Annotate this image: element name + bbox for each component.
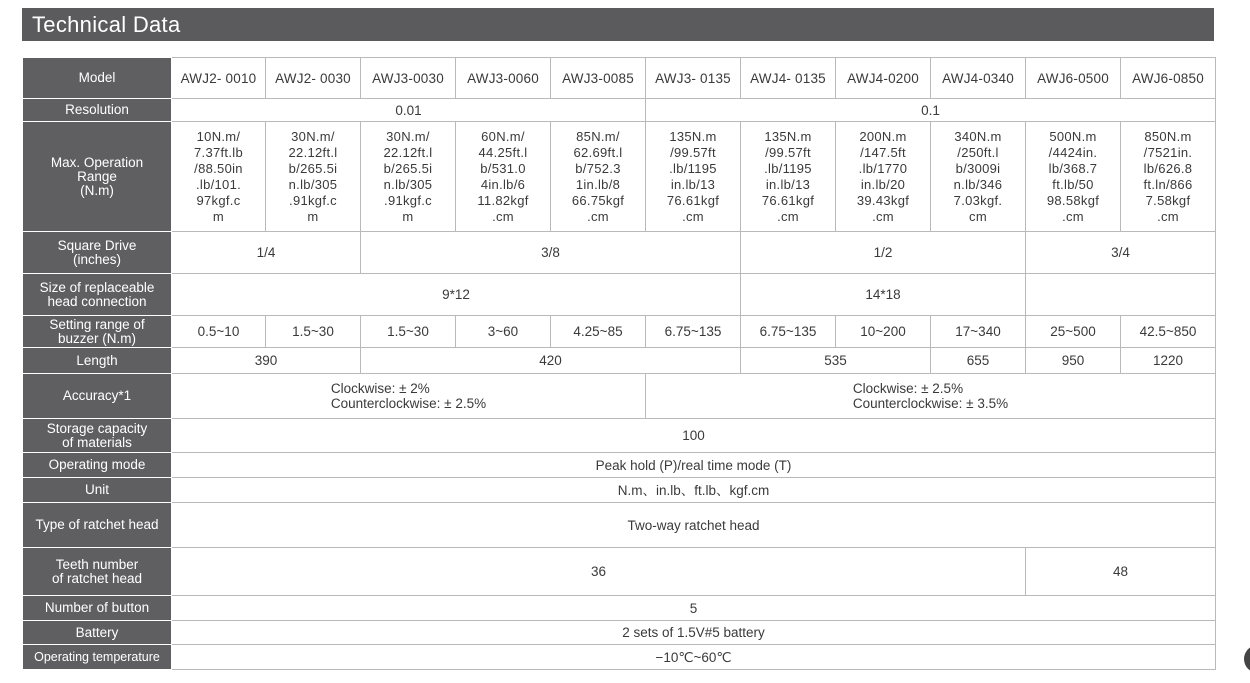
row-header-storage: Storage capacity of materials — [23, 419, 172, 453]
page-title: Technical Data — [22, 8, 1214, 41]
resolution-cell: 0.1 — [646, 99, 1216, 122]
row-header-mode: Operating mode — [23, 453, 172, 478]
storage-cell: 100 — [172, 419, 1216, 453]
accuracy-cell — [646, 374, 1216, 419]
row-storage — [23, 419, 1216, 453]
square-drive-cell: 3/4 — [1026, 232, 1216, 274]
row-header-temperature: Operating temperature — [23, 645, 172, 670]
technical-data-table — [22, 57, 1216, 670]
max-range-cell: 85N.m/ 62.69ft.l b/752.3 1in.lb/8 66.75kgf .cm — [551, 122, 646, 232]
row-header-buttons: Number of button — [23, 596, 172, 621]
model-cell: AWJ4-0340 — [931, 58, 1026, 99]
buzzer-cell: 42.5~850 — [1121, 316, 1216, 348]
row-battery — [23, 621, 1216, 645]
row-header-model: Model — [23, 58, 172, 99]
accuracy-text: Clockwise: ± 2% Counterclockwise: ± 2.5% — [330, 381, 487, 411]
length-cell: 1220 — [1121, 348, 1216, 374]
row-header-accuracy: Accuracy*1 — [23, 374, 172, 419]
buzzer-cell: 1.5~30 — [266, 316, 361, 348]
row-temperature — [23, 645, 1216, 670]
model-cell: AWJ6-0850 — [1121, 58, 1216, 99]
buzzer-cell: 6.75~135 — [646, 316, 741, 348]
max-range-cell: 340N.m /250ft.l b/3009i n.lb/346 7.03kgf. cm — [931, 122, 1026, 232]
head-size-cell: 14*18 — [741, 274, 1026, 316]
scroll-handle-icon[interactable] — [1244, 645, 1250, 673]
buzzer-cell: 0.5~10 — [172, 316, 266, 348]
row-head-size — [23, 274, 1216, 316]
unit-cell: N.m、in.lb、ft.lb、kgf.cm — [172, 478, 1216, 503]
square-drive-cell: 3/8 — [361, 232, 741, 274]
square-drive-cell: 1/2 — [741, 232, 1026, 274]
head-size-cell — [1026, 274, 1216, 316]
accuracy-cell — [172, 374, 646, 419]
buzzer-cell: 10~200 — [836, 316, 931, 348]
row-length — [23, 348, 1216, 374]
buzzer-cell: 4.25~85 — [551, 316, 646, 348]
model-cell: AWJ2- 0030 — [266, 58, 361, 99]
length-cell: 535 — [741, 348, 931, 374]
row-ratchet-type — [23, 503, 1216, 548]
model-cell: AWJ3-0030 — [361, 58, 456, 99]
max-range-cell: 30N.m/ 22.12ft.l b/265.5i n.lb/305 .91kgf.c m — [361, 122, 456, 232]
row-header-unit: Unit — [23, 478, 172, 503]
length-cell: 655 — [931, 348, 1026, 374]
buzzer-cell: 25~500 — [1026, 316, 1121, 348]
row-header-battery: Battery — [23, 621, 172, 645]
model-cell: AWJ4-0200 — [836, 58, 931, 99]
row-unit — [23, 478, 1216, 503]
mode-cell: Peak hold (P)/real time mode (T) — [172, 453, 1216, 478]
row-header-head-size: Size of replaceable head connection — [23, 274, 172, 316]
model-cell: AWJ4- 0135 — [741, 58, 836, 99]
row-buttons — [23, 596, 1216, 621]
teeth-cell: 36 — [172, 548, 1026, 596]
row-mode — [23, 453, 1216, 478]
buttons-cell: 5 — [172, 596, 1216, 621]
buzzer-cell: 6.75~135 — [741, 316, 836, 348]
battery-cell: 2 sets of 1.5V#5 battery — [172, 621, 1216, 645]
length-cell: 420 — [361, 348, 741, 374]
max-range-cell: 500N.m /4424in. lb/368.7 ft.lb/50 98.58kgf .cm — [1026, 122, 1121, 232]
row-max-range — [23, 122, 1216, 232]
temperature-cell: −10℃~60℃ — [172, 645, 1216, 670]
model-cell: AWJ2- 0010 — [172, 58, 266, 99]
max-range-cell: 850N.m /7521in. lb/626.8 ft.ln/866 7.58kgf .cm — [1121, 122, 1216, 232]
max-range-cell: 10N.m/ 7.37ft.lb /88.50in .lb/101. 97kgf.c m — [172, 122, 266, 232]
resolution-cell: 0.01 — [172, 99, 646, 122]
max-range-cell: 200N.m /147.5ft .lb/1770 in.lb/20 39.43kgf .cm — [836, 122, 931, 232]
row-header-resolution: Resolution — [23, 99, 172, 122]
row-header-max-range: Max. Operation Range (N.m) — [23, 122, 172, 232]
buzzer-cell: 1.5~30 — [361, 316, 456, 348]
row-model — [23, 58, 1216, 99]
max-range-cell: 30N.m/ 22.12ft.l b/265.5i n.lb/305 .91kgf.c m — [266, 122, 361, 232]
row-accuracy — [23, 374, 1216, 419]
buzzer-cell: 17~340 — [931, 316, 1026, 348]
teeth-cell: 48 — [1026, 548, 1216, 596]
model-cell: AWJ6-0500 — [1026, 58, 1121, 99]
length-cell: 390 — [172, 348, 361, 374]
row-header-length: Length — [23, 348, 172, 374]
model-cell: AWJ3-0060 — [456, 58, 551, 99]
row-header-ratchet-type: Type of ratchet head — [23, 503, 172, 548]
row-header-teeth: Teeth number of ratchet head — [23, 548, 172, 596]
square-drive-cell: 1/4 — [172, 232, 361, 274]
row-teeth — [23, 548, 1216, 596]
ratchet-type-cell: Two-way ratchet head — [172, 503, 1216, 548]
buzzer-cell: 3~60 — [456, 316, 551, 348]
row-resolution — [23, 99, 1216, 122]
max-range-cell: 135N.m /99.57ft .lb/1195 in.lb/13 76.61kgf .cm — [741, 122, 836, 232]
row-header-square-drive: Square Drive (inches) — [23, 232, 172, 274]
row-buzzer — [23, 316, 1216, 348]
max-range-cell: 135N.m /99.57ft .lb/1195 in.lb/13 76.61kgf .cm — [646, 122, 741, 232]
row-header-buzzer: Setting range of buzzer (N.m) — [23, 316, 172, 348]
model-cell: AWJ3- 0135 — [646, 58, 741, 99]
model-cell: AWJ3-0085 — [551, 58, 646, 99]
accuracy-text: Clockwise: ± 2.5% Counterclockwise: ± 3.5% — [852, 381, 1009, 411]
length-cell: 950 — [1026, 348, 1121, 374]
max-range-cell: 60N.m/ 44.25ft.l b/531.0 4in.lb/6 11.82kgf .cm — [456, 122, 551, 232]
row-square-drive — [23, 232, 1216, 274]
head-size-cell: 9*12 — [172, 274, 741, 316]
